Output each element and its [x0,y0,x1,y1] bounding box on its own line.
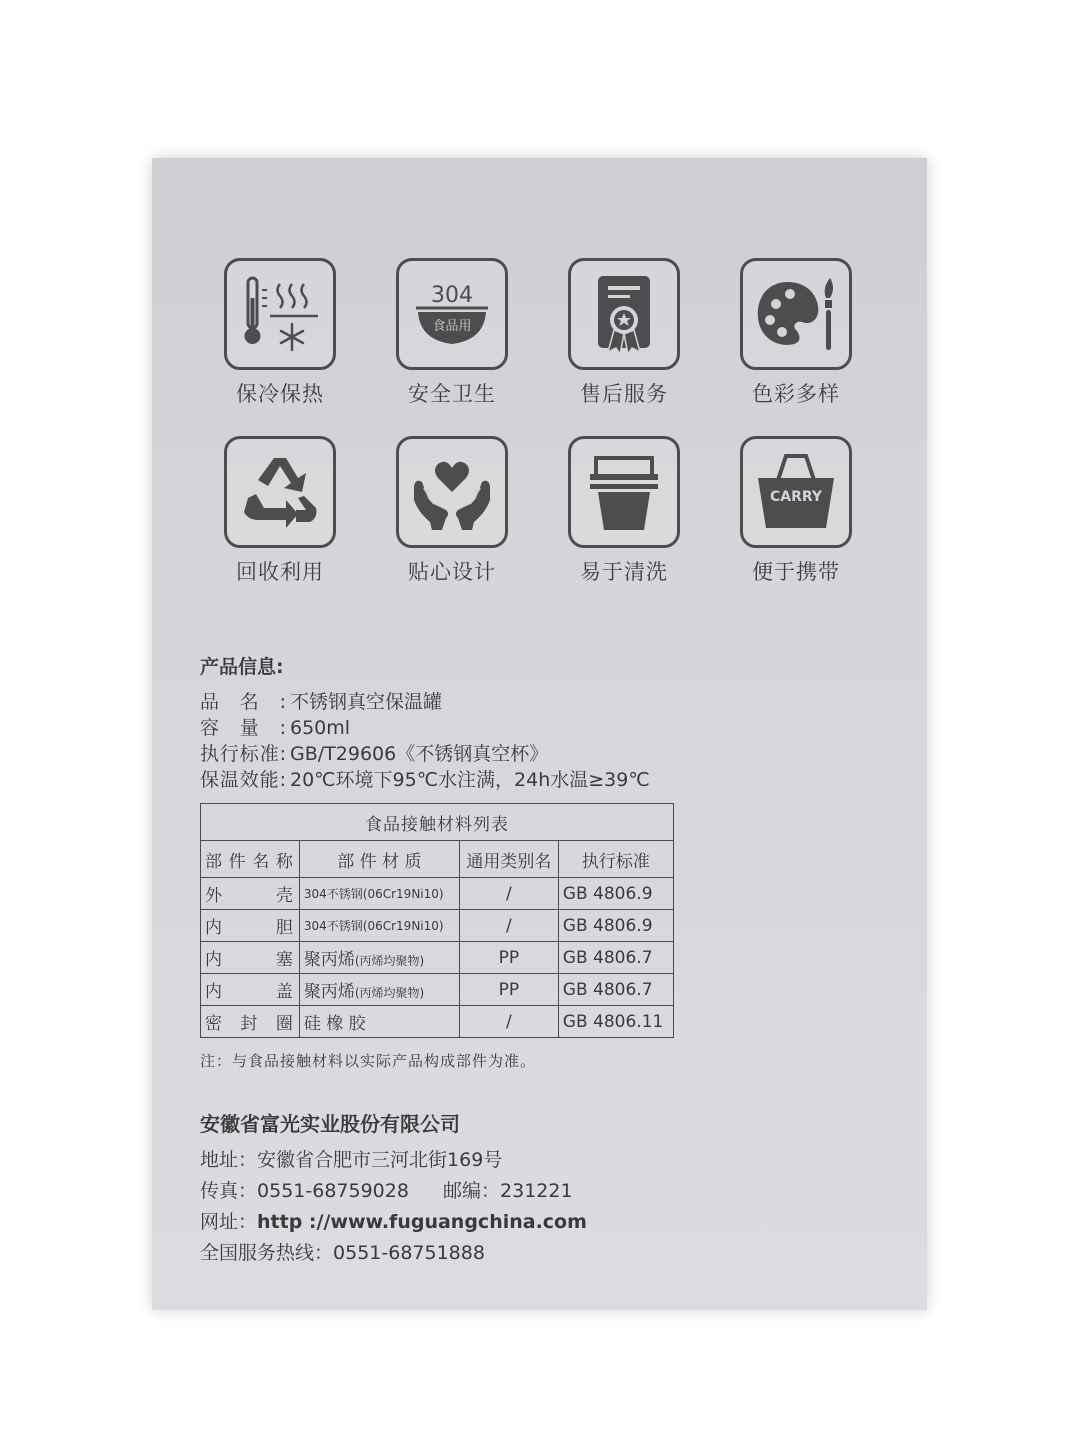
feature-label: 售后服务 [580,382,668,406]
column-header-material: 部 件 材 质 [299,841,459,878]
web-value: http ://www.fuguangchina.com [257,1211,587,1233]
material-note: (丙烯均聚物) [354,954,425,968]
table-row [201,910,674,942]
fax-value: 0551-68759028 [257,1180,409,1202]
product-info [200,652,720,793]
feature-colors [716,258,876,408]
postcode-label: 邮编： [443,1180,501,1202]
cell-part: 内塞 [201,942,300,974]
feature-thoughtful-design [372,436,532,586]
hot-cold-icon [224,258,336,370]
hands-heart-icon [396,436,508,548]
icon-text-304: 304 [431,283,473,308]
fax-label: 传真： [200,1180,258,1202]
food-contact-materials-table [200,803,674,1038]
info-key: 执行标准: [200,743,286,765]
company-fax-line [200,1176,800,1207]
cell-material: 304不锈钢(06Cr19Ni10) [299,910,459,942]
feature-label: 保冷保热 [236,382,324,406]
icon-text-food-use: 食品用 [432,319,472,334]
cell-part: 外壳 [201,878,300,910]
cell-category: PP [459,974,558,1006]
info-key: 保温效能: [200,769,286,791]
cell-category: / [459,1006,558,1038]
company-address-line [200,1145,800,1176]
feature-icon-grid [200,258,880,586]
cell-material: 硅 橡 胶 [299,1006,459,1038]
company-hotline-line [200,1238,800,1269]
cell-part: 内胆 [201,910,300,942]
web-label: 网址： [200,1211,258,1233]
feature-label: 便于携带 [752,560,840,584]
material-name: 聚丙烯 [303,982,355,1002]
info-key: 品名: [200,691,286,713]
cell-material: 304不锈钢(06Cr19Ni10) [299,878,459,910]
material-name: 聚丙烯 [303,950,355,970]
cell-part: 内盖 [201,974,300,1006]
cell-standard: GB 4806.7 [558,942,673,974]
cell-category: / [459,878,558,910]
cell-standard: GB 4806.9 [558,878,673,910]
material-note: (丙烯均聚物) [354,986,425,1000]
feature-easy-clean [544,436,704,586]
table-caption: 食品接触材料列表 [201,804,674,841]
info-key: 容量: [200,717,286,739]
info-value: 650ml [290,717,351,739]
postcode-value: 231221 [500,1180,573,1202]
cell-material [299,974,459,1006]
recycle-icon [224,436,336,548]
carry-bag-icon [740,436,852,548]
certificate-icon [568,258,680,370]
feature-label: 易于清洗 [580,560,668,584]
info-row-capacity [200,715,720,741]
info-row-insulation [200,767,720,793]
feature-label: 回收利用 [236,560,324,584]
cell-standard: GB 4806.11 [558,1006,673,1038]
info-row-name [200,689,720,715]
feature-food-safe [372,258,532,408]
hotline-value: 0551-68751888 [333,1242,485,1264]
table-row [201,878,674,910]
cell-standard: GB 4806.9 [558,910,673,942]
table-row [201,974,674,1006]
bucket-icon [568,436,680,548]
food-grade-304-icon [396,258,508,370]
info-value: GB/T29606《不锈钢真空杯》 [290,743,549,765]
hotline-label: 全国服务热线： [200,1242,334,1264]
company-web-line [200,1207,800,1238]
table-header-row [201,841,674,878]
feature-label: 色彩多样 [752,382,840,406]
materials-note: 注：与食品接触材料以实际产品构成部件为准。 [200,1052,537,1070]
feature-hot-cold [200,258,360,408]
table-row [201,1006,674,1038]
column-header-part: 部件名称 [201,841,300,878]
cell-material [299,942,459,974]
address-label: 地址： [200,1149,258,1171]
column-header-standard: 执行标准 [558,841,673,878]
feature-after-sales [544,258,704,408]
info-value: 20℃环境下95℃水注满，24h水温≥39℃ [290,769,650,791]
company-name: 安徽省富光实业股份有限公司 [200,1112,460,1136]
table-row [201,942,674,974]
cell-category: / [459,910,558,942]
info-row-standard [200,741,720,767]
cell-part: 密封圈 [201,1006,300,1038]
column-header-category: 通用类别名 [459,841,558,878]
feature-recycle [200,436,360,586]
feature-label: 贴心设计 [408,560,496,584]
company-info [200,1108,800,1269]
cell-category: PP [459,942,558,974]
cell-standard: GB 4806.7 [558,974,673,1006]
feature-label: 安全卫生 [408,382,496,406]
address-value: 安徽省合肥市三河北街169号 [257,1149,503,1171]
info-value: 不锈钢真空保温罐 [290,691,443,713]
product-info-heading: 产品信息: [200,656,284,678]
feature-portable [716,436,876,586]
icon-text-carry: CARRY [769,489,823,505]
palette-icon [740,258,852,370]
